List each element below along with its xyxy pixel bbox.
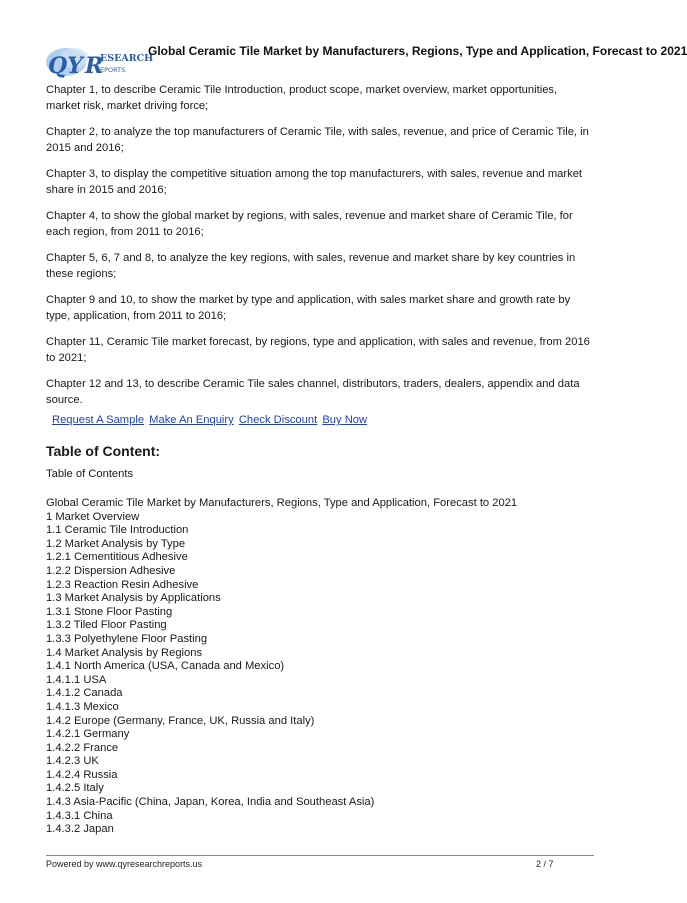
svg-text:EPORTS: EPORTS <box>100 66 126 74</box>
toc-item: 1.2.1 Cementitious Adhesive <box>46 551 188 564</box>
svg-text:ESEARCH: ESEARCH <box>100 53 154 64</box>
toc-label: Table of Contents <box>46 468 134 480</box>
footer-powered-by: Powered by www.qyresearchreports.us <box>46 859 203 869</box>
toc-item: 1.3 Market Analysis by Applications <box>46 592 221 605</box>
toc-item: 1.4.2.1 Germany <box>46 728 130 741</box>
qyresearch-logo <box>44 40 154 82</box>
toc-heading: Table of Content: <box>46 443 161 459</box>
toc-item: 1.3.3 Polyethylene Floor Pasting <box>46 632 208 645</box>
toc-item: 1.4.2.4 Russia <box>46 768 118 781</box>
chapter-12-13-description: Chapter 12 and 13, to describe Ceramic Tile sales channel, distributors, traders, dealers, appendix and data source. <box>46 378 580 406</box>
toc-item: 1 Market Overview <box>46 510 140 523</box>
svg-text:QY: QY <box>48 53 83 79</box>
toc-item: 1.4.1.1 USA <box>46 673 107 686</box>
svg-text:R: R <box>85 53 104 79</box>
toc-item: 1.4.2.2 France <box>46 741 119 754</box>
action-links <box>52 412 594 428</box>
chapter-2-description: Chapter 2, to analyze the top manufacturers of Ceramic Tile, with sales, revenue, and price of Ceramic Tile, in 2015 and 2016; <box>46 126 589 154</box>
chapter-11-description: Chapter 11, Ceramic Tile market forecast, by regions, type and application, with sales and revenue, from 2016 to 2021; <box>46 336 590 364</box>
toc-item: 1.4.1.3 Mexico <box>46 700 119 713</box>
toc-item: 1.3.2 Tiled Floor Pasting <box>46 619 167 632</box>
toc-item: 1.4.2.3 UK <box>46 755 99 768</box>
make-enquiry-link[interactable]: Make An Enquiry <box>149 414 234 426</box>
main-content <box>46 82 594 837</box>
toc-item: 1.2.2 Dispersion Adhesive <box>46 564 176 577</box>
toc-item: 1.4.3.1 China <box>46 809 113 822</box>
toc-item: 1.4.2 Europe (Germany, France, UK, Russia and Italy) <box>46 714 315 727</box>
chapter-1-description: Chapter 1, to describe Ceramic Tile Introduction, product scope, market overview, market opportunities, market risk, market driving force; <box>46 84 558 112</box>
footer-page-number: 2 / 7 <box>536 859 554 869</box>
page-header <box>0 0 687 80</box>
toc-item: 1.3.1 Stone Floor Pasting <box>46 605 173 618</box>
toc-item: Global Ceramic Tile Market by Manufacturers, Regions, Type and Application, Forecast to 2021 <box>46 497 518 509</box>
toc-item: 1.4 Market Analysis by Regions <box>46 646 203 659</box>
toc-item: 1.2 Market Analysis by Type <box>46 537 186 550</box>
document-title: Global Ceramic Tile Market by Manufacturers, Regions, Type and Application, Forecast to 2021 <box>148 44 687 58</box>
chapter-4-description: Chapter 4, to show the global market by regions, with sales, revenue and market share of Ceramic Tile, for each region, from 2011 to 2016; <box>46 210 573 238</box>
toc-item: 1.4.1 North America (USA, Canada and Mexico) <box>46 660 285 673</box>
toc-item: 1.4.2.5 Italy <box>46 782 104 795</box>
chapter-5-8-description: Chapter 5, 6, 7 and 8, to analyze the key regions, with sales, revenue and market share by key countries in these regions; <box>46 252 576 280</box>
toc-item: 1.4.3.2 Japan <box>46 823 114 836</box>
request-sample-link[interactable]: Request A Sample <box>52 414 145 426</box>
chapter-9-10-description: Chapter 9 and 10, to show the market by type and application, with sales market share and growth rate by type, application, from 2011 to 2016; <box>46 294 571 322</box>
check-discount-link[interactable]: Check Discount <box>238 414 318 426</box>
toc-list <box>46 497 594 837</box>
chapter-3-description: Chapter 3, to display the competitive situation among the top manufacturers, with sales, revenue and market share in 2015 and 2016; <box>46 168 583 196</box>
toc-item: 1.1 Ceramic Tile Introduction <box>46 524 189 537</box>
footer-divider <box>46 855 594 856</box>
toc-item: 1.4.1.2 Canada <box>46 687 123 700</box>
toc-item: 1.2.3 Reaction Resin Adhesive <box>46 578 199 591</box>
toc-item: 1.4.3 Asia-Pacific (China, Japan, Korea, India and Southeast Asia) <box>46 796 375 809</box>
buy-now-link[interactable]: Buy Now <box>322 414 368 426</box>
